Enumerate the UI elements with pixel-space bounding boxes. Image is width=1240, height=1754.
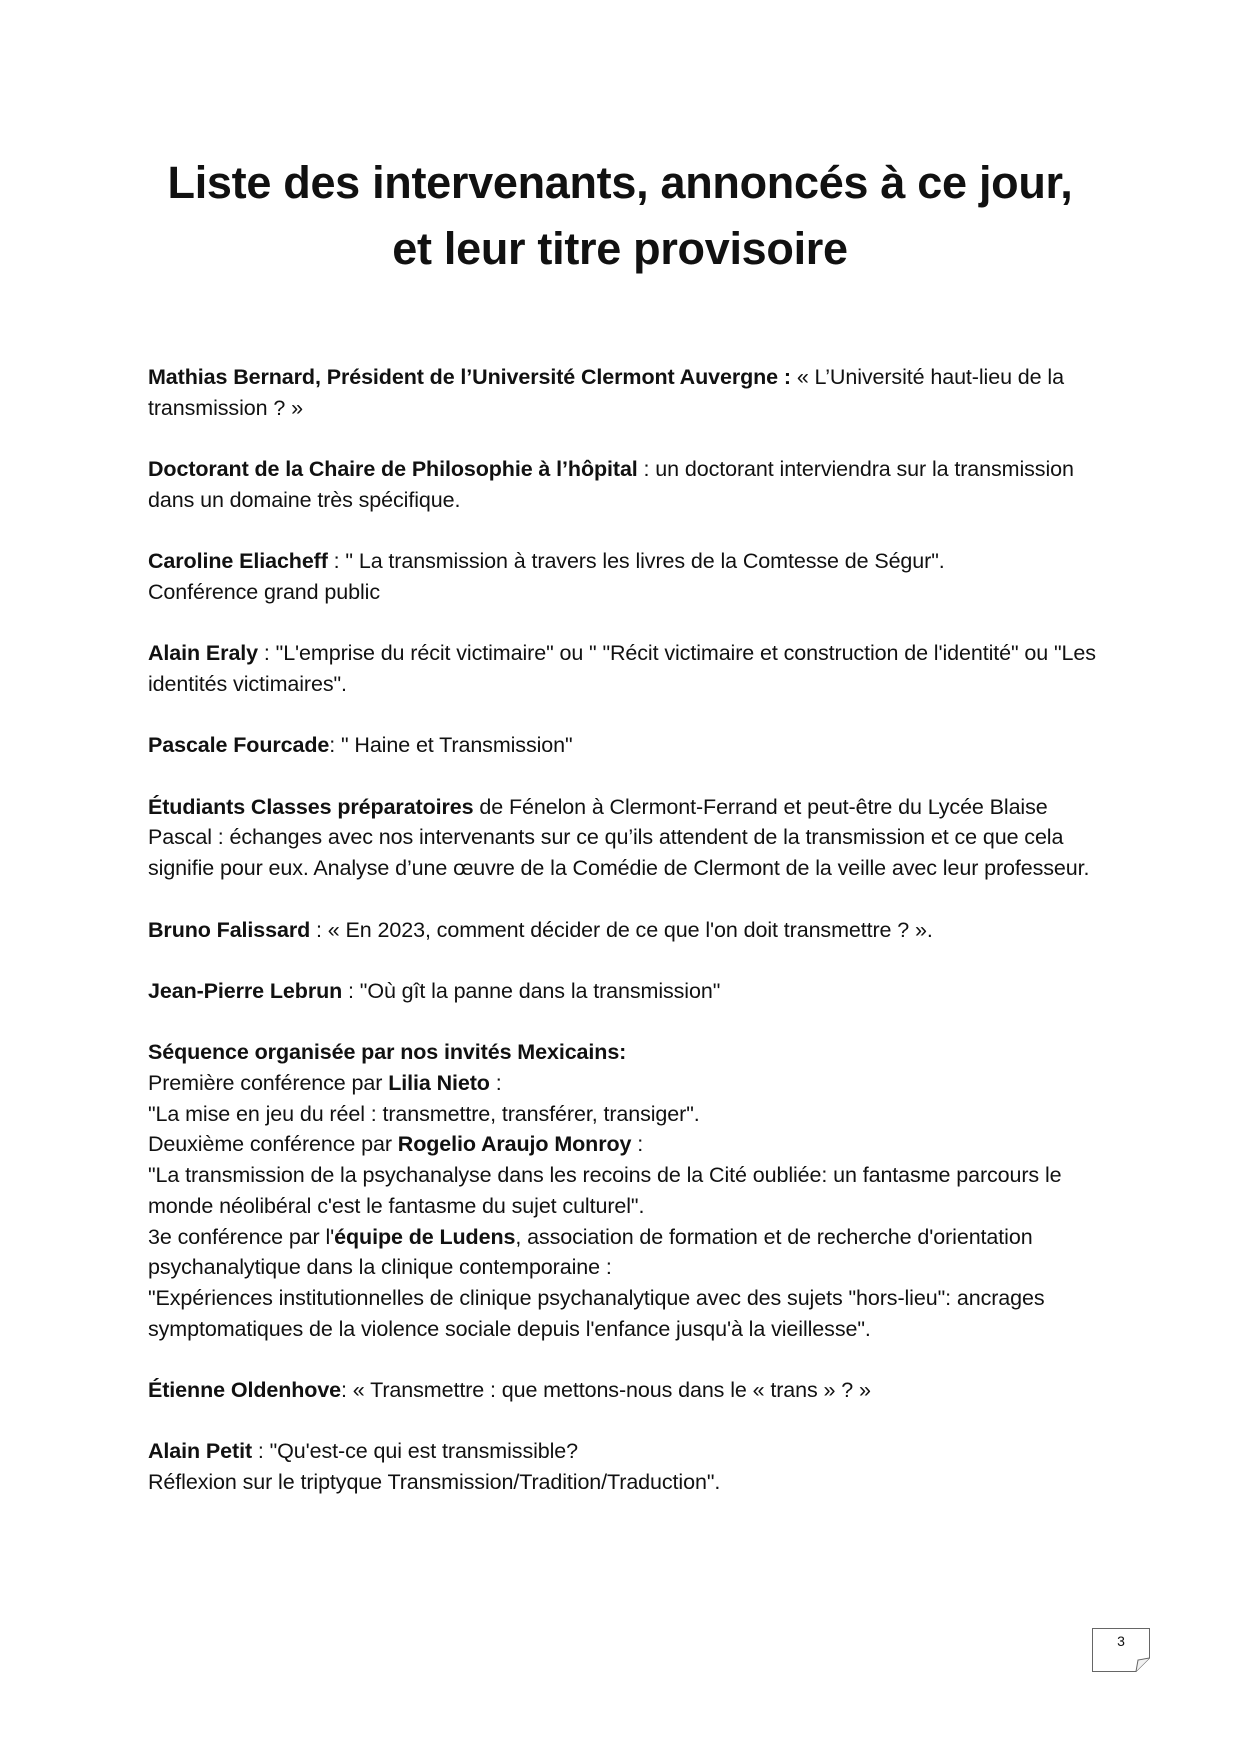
page-title-line-2: et leur titre provisoire [392,223,848,274]
talk-title: « L’Université haut-lieu de la transmission ? » [148,365,1064,420]
speaker-name: Alain Eraly [148,641,259,666]
sequence-mexicains [148,1037,1108,1344]
speaker-name: Pascale Fourcade [148,733,330,758]
speaker-entry-eraly [148,638,1108,699]
speaker-name: Caroline Eliacheff [148,549,328,574]
speaker-entry-fourcade [148,730,1108,761]
speaker-name: Bruno Falissard [148,917,311,942]
speaker-entry-oldenhove [148,1375,1108,1406]
conference-suffix: : [631,1132,644,1157]
conference-prefix: Deuxième conférence par [148,1132,398,1157]
page-title [0,150,1240,282]
speaker-name: Alain Petit [148,1439,253,1464]
talk-title: : "Qu'est-ce qui est transmissible? [252,1439,579,1464]
talk-title: "Expériences institutionnelles de clinique psychanalytique avec des sujets "hors-lieu": ancrages symptomatiques de la violence sociale depuis l'enfance jusqu'à la vieillesse". [148,1285,1045,1341]
speaker-name: Rogelio Araujo Monroy [397,1132,632,1157]
talk-title: : "Où gît la panne dans la transmission" [342,978,721,1003]
talk-note: Conférence grand public [148,579,380,604]
talk-note: Réflexion sur le triptyque Transmission/Tradition/Traduction". [148,1470,721,1495]
page-number-box [1092,1628,1150,1672]
speaker-name: Lilia Nieto [388,1071,490,1096]
talk-title: "La transmission de la psychanalyse dans les recoins de la Cité oubliée: un fantasme parcours le monde néolibéral c'est le fantasme du sujet culturel". [148,1163,1062,1218]
speaker-name: Doctorant de la Chaire de Philosophie à l’hôpital [148,457,638,482]
speaker-name: Mathias Bernard, Président de l’Université Clermont Auvergne : [148,365,791,389]
conference-prefix: 3e conférence par l' [148,1224,335,1249]
talk-title: : " Haine et Transmission" [329,733,573,758]
speaker-entry-etudiants [148,792,1108,884]
conference-suffix: : [489,1071,502,1096]
conference-suffix: , association de formation et de recherche d'orientation psychanalytique dans la clinique contemporaine : [148,1224,1033,1280]
talk-title: : « En 2023, comment décider de ce que l'on doit transmettre ? ». [310,917,933,942]
talk-title: : un doctorant interviendra sur la transmission dans un domaine très spécifique. [148,457,1074,512]
talk-title: "La mise en jeu du réel : transmettre, transférer, transiger". [148,1101,700,1126]
conference-prefix: Première conférence par [148,1071,389,1096]
speaker-name: équipe de Ludens [334,1224,516,1249]
talk-title: : « Transmettre : que mettons-nous dans le « trans » ? » [341,1378,871,1403]
talk-title: : "L'emprise du récit victimaire" ou " "Récit victimaire et construction de l'identité" ou "Les identités victimaires". [148,641,1096,696]
speaker-name: Jean-Pierre Lebrun [148,978,343,1003]
speaker-entry-bernard [148,362,1108,423]
speaker-list [148,362,1108,1529]
speaker-entry-eliacheff [148,546,1108,607]
speaker-name: Étienne Oldenhove [148,1378,342,1403]
page-title-line-1: Liste des intervenants, annoncés à ce jour, [167,157,1073,208]
talk-title: de Fénelon à Clermont-Ferrand et peut-être du Lycée Blaise Pascal : échanges avec nos intervenants sur ce qu’ils attendent de la transmission et ce que cela signifie pour eux. Analyse d’une œuvre de la Comédie de Clermont de la veille avec leur professeur. [148,794,1090,881]
speaker-entry-petit [148,1436,1108,1497]
speaker-entry-falissard [148,915,1108,946]
sequence-heading: Séquence organisée par nos invités Mexicains: [148,1040,627,1065]
speaker-entry-lebrun [148,976,1108,1007]
speaker-entry-doctorant [148,454,1108,515]
talk-title: : " La transmission à travers les livres de la Comtesse de Ségur". [327,549,945,574]
page-number: 3 [1117,1633,1125,1649]
speaker-name: Étudiants Classes préparatoires [148,794,474,819]
